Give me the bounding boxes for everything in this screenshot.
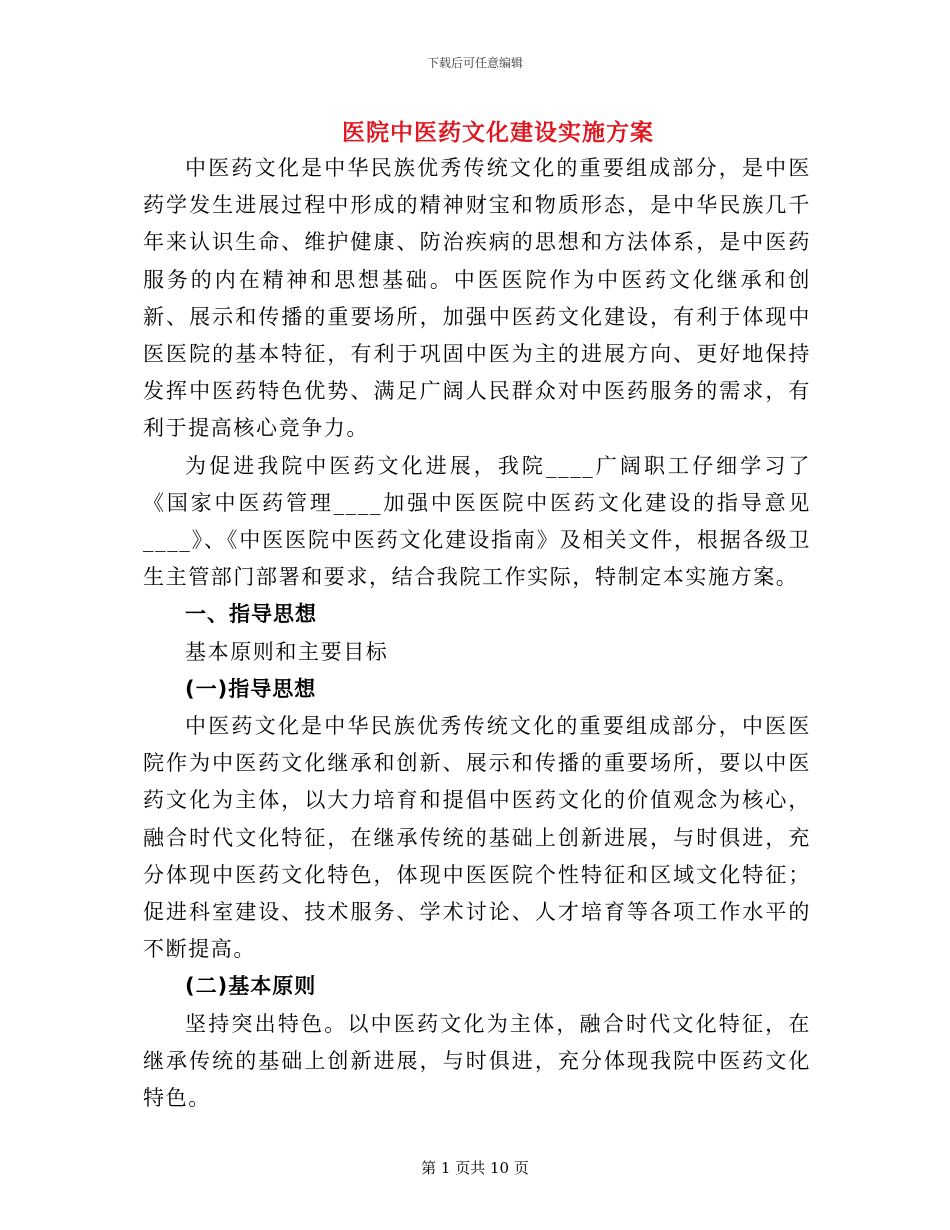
sub1-heading: (一)指导思想 (185, 676, 317, 701)
sub2-paragraph: 坚持突出特色。以中医药文化为主体，融合时代文化特征，在继承传统的基础上创新进展，与时俱进，充分体现我院中医药文化特色。 (143, 1011, 811, 1111)
section1-subtitle: 基本原则和主要目标 (185, 639, 389, 664)
document-body (143, 150, 811, 1117)
document-title: 医院中医药文化建设实施方案 (342, 119, 654, 146)
sub2-heading: (二)基本原则 (185, 974, 317, 999)
page-number: 第 1 页共 10 页 (421, 1159, 529, 1177)
section1-heading: 一、指导思想 (185, 602, 317, 627)
purpose-paragraph: 为促进我院中医药文化进展，我院____广阔职工仔细学习了《国家中医药管理____加强中医医院中医药文化建设的指导意见____》、《中医医院中医药文化建设指南》及相关文件，根据各级卫生主管部门部署和要求，结合我院工作实际，特制定本实施方案。 (143, 453, 811, 590)
sub1-paragraph: 中医药文化是中华民族优秀传统文化的重要组成部分，中医医院作为中医药文化继承和创新、展示和传播的重要场所，要以中医药文化为主体，以大力培育和提倡中医药文化的价值观念为核心，融合时代文化特征，在继承传统的基础上创新进展，与时俱进，充分体现中医药文化特色，体现中医医院个性特征和区域文化特征；促进科室建设、技术服务、学术讨论、人才培育等各项工作水平的不断提高。 (143, 714, 811, 962)
header-note: 下载后可任意编辑 (426, 56, 523, 70)
intro-paragraph: 中医药文化是中华民族优秀传统文化的重要组成部分，是中医药学发生进展过程中形成的精神财宝和物质形态，是中华民族几千年来认识生命、维护健康、防治疾病的思想和方法体系，是中医药服务的内在精神和思想基础。中医医院作为中医药文化继承和创新、展示和传播的重要场所，加强中医药文化建设，有利于体现中医医院的基本特征，有利于巩固中医为主的进展方向、更好地保持发挥中医药特色优势、满足广阔人民群众对中医药服务的需求，有利于提高核心竞争力。 (143, 156, 811, 441)
